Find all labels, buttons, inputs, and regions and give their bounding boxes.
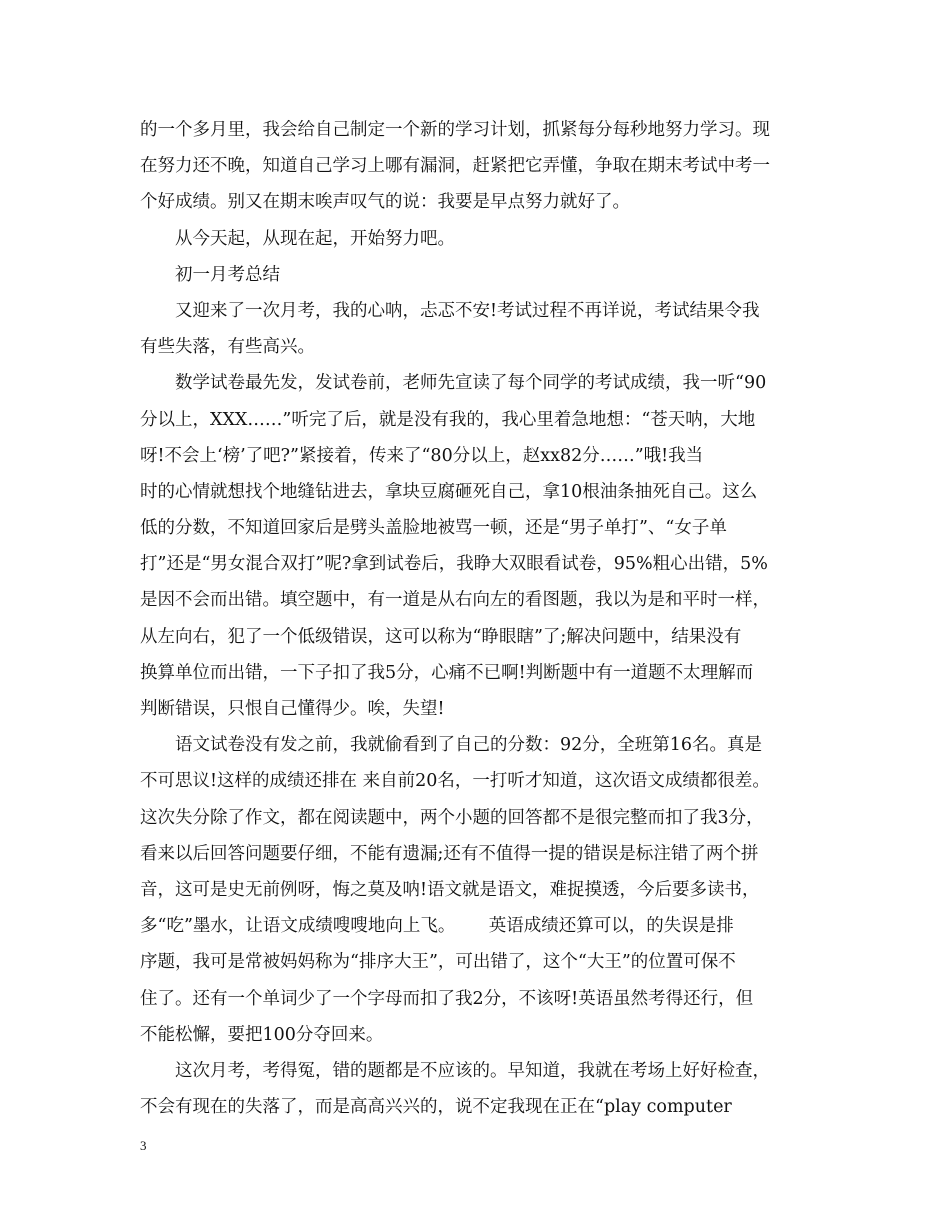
text-line: 不可思议!这样的成绩还排在 来自前20名，一打听才知道，这次语文成绩都很差。	[140, 771, 770, 792]
text-line: 有些失落，有些高兴。	[140, 337, 315, 358]
text-line: 不会有现在的失落了，而是高高兴兴的，说不定我现在正在“play computer	[140, 1097, 732, 1118]
text-line: 音，这可是史无前例呀，悔之莫及呐!语文就是语文，难捉摸透，今后要多读书，	[140, 879, 760, 900]
text-line: 看来以后回答问题要仔细，不能有遗漏;还有不值得一提的错误是标注错了两个拼	[140, 843, 759, 864]
body-text	[140, 112, 820, 1125]
text-line: 数学试卷最先发，发试卷前，老师先宣读了每个同学的考试成绩，我一听“90	[175, 373, 767, 394]
text-line: 这次月考，考得冤，错的题都是不应该的。早知道，我就在考场上好好检查，	[175, 1060, 770, 1081]
text-line: 呀!不会上‘榜’了吧?”紧接着，传来了“80分以上，赵xx82分……”哦!我当	[140, 445, 704, 466]
text-line: 的一个多月里，我会给自己制定一个新的学习计划，抓紧每分每秒地努力学习。现	[140, 120, 770, 140]
text-line: 多“吃”墨水，让语文成绩嗖嗖地向上飞。 英语成绩还算可以，的失误是排	[140, 916, 734, 937]
text-line: 分以上，XXX……”听完了后，就是没有我的，我心里着急地想：“苍天呐，大地	[140, 409, 756, 430]
text-line: 时的心情就想找个地缝钻进去，拿块豆腐砸死自己，拿10根油条抽死自己。这么	[140, 481, 758, 502]
text-line: 语文试卷没有发之前，我就偷看到了自己的分数：92分，全班第16名。真是	[175, 735, 763, 756]
text-line: 打”还是“男女混合双打”呢?拿到试卷后，我睁大双眼看试卷，95%粗心出错，5%	[140, 554, 768, 575]
section-heading: 初一月考总结	[175, 264, 280, 285]
text-line: 住了。还有一个单词少了一个字母而扣了我2分，不该呀!英语虽然考得还行，但	[140, 988, 754, 1009]
text-line: 又迎来了一次月考，我的心呐，忐忑不安!考试过程不再详说，考试结果令我	[175, 300, 760, 321]
text-line: 个好成绩。别又在期末唉声叹气的说：我要是早点努力就好了。	[140, 192, 630, 213]
text-line: 是因不会而出错。填空题中，有一道是从右向左的看图题，我以为是和平时一样，	[140, 590, 770, 611]
page-number: 3	[140, 1138, 147, 1153]
text-line: 不能松懈，要把100分夺回来。	[140, 1024, 384, 1045]
text-line: 在努力还不晚，知道自己学习上哪有漏洞，赶紧把它弄懂，争取在期末考试中考一	[140, 156, 770, 177]
text-line: 序题，我可是常被妈妈称为“排序大王”，可出错了，这个“大王”的位置可保不	[140, 952, 736, 973]
text-line: 这次失分除了作文，都在阅读题中，两个小题的回答都不是很完整而扣了我3分，	[140, 807, 764, 828]
text-line: 从左向右，犯了一个低级错误，这可以称为“睁眼瞎”了;解决问题中，结果没有	[140, 626, 742, 647]
text-line: 从今天起，从现在起，开始努力吧。	[175, 228, 455, 249]
text-line: 低的分数，不知道回家后是劈头盖脸地被骂一顿，还是“男子单打”、“女子单	[140, 518, 727, 539]
text-line: 换算单位而出错，一下子扣了我5分，心痛不已啊!判断题中有一道题不太理解而	[140, 662, 754, 683]
text-line: 判断错误，只恨自己懂得少。唉，失望!	[140, 699, 445, 719]
